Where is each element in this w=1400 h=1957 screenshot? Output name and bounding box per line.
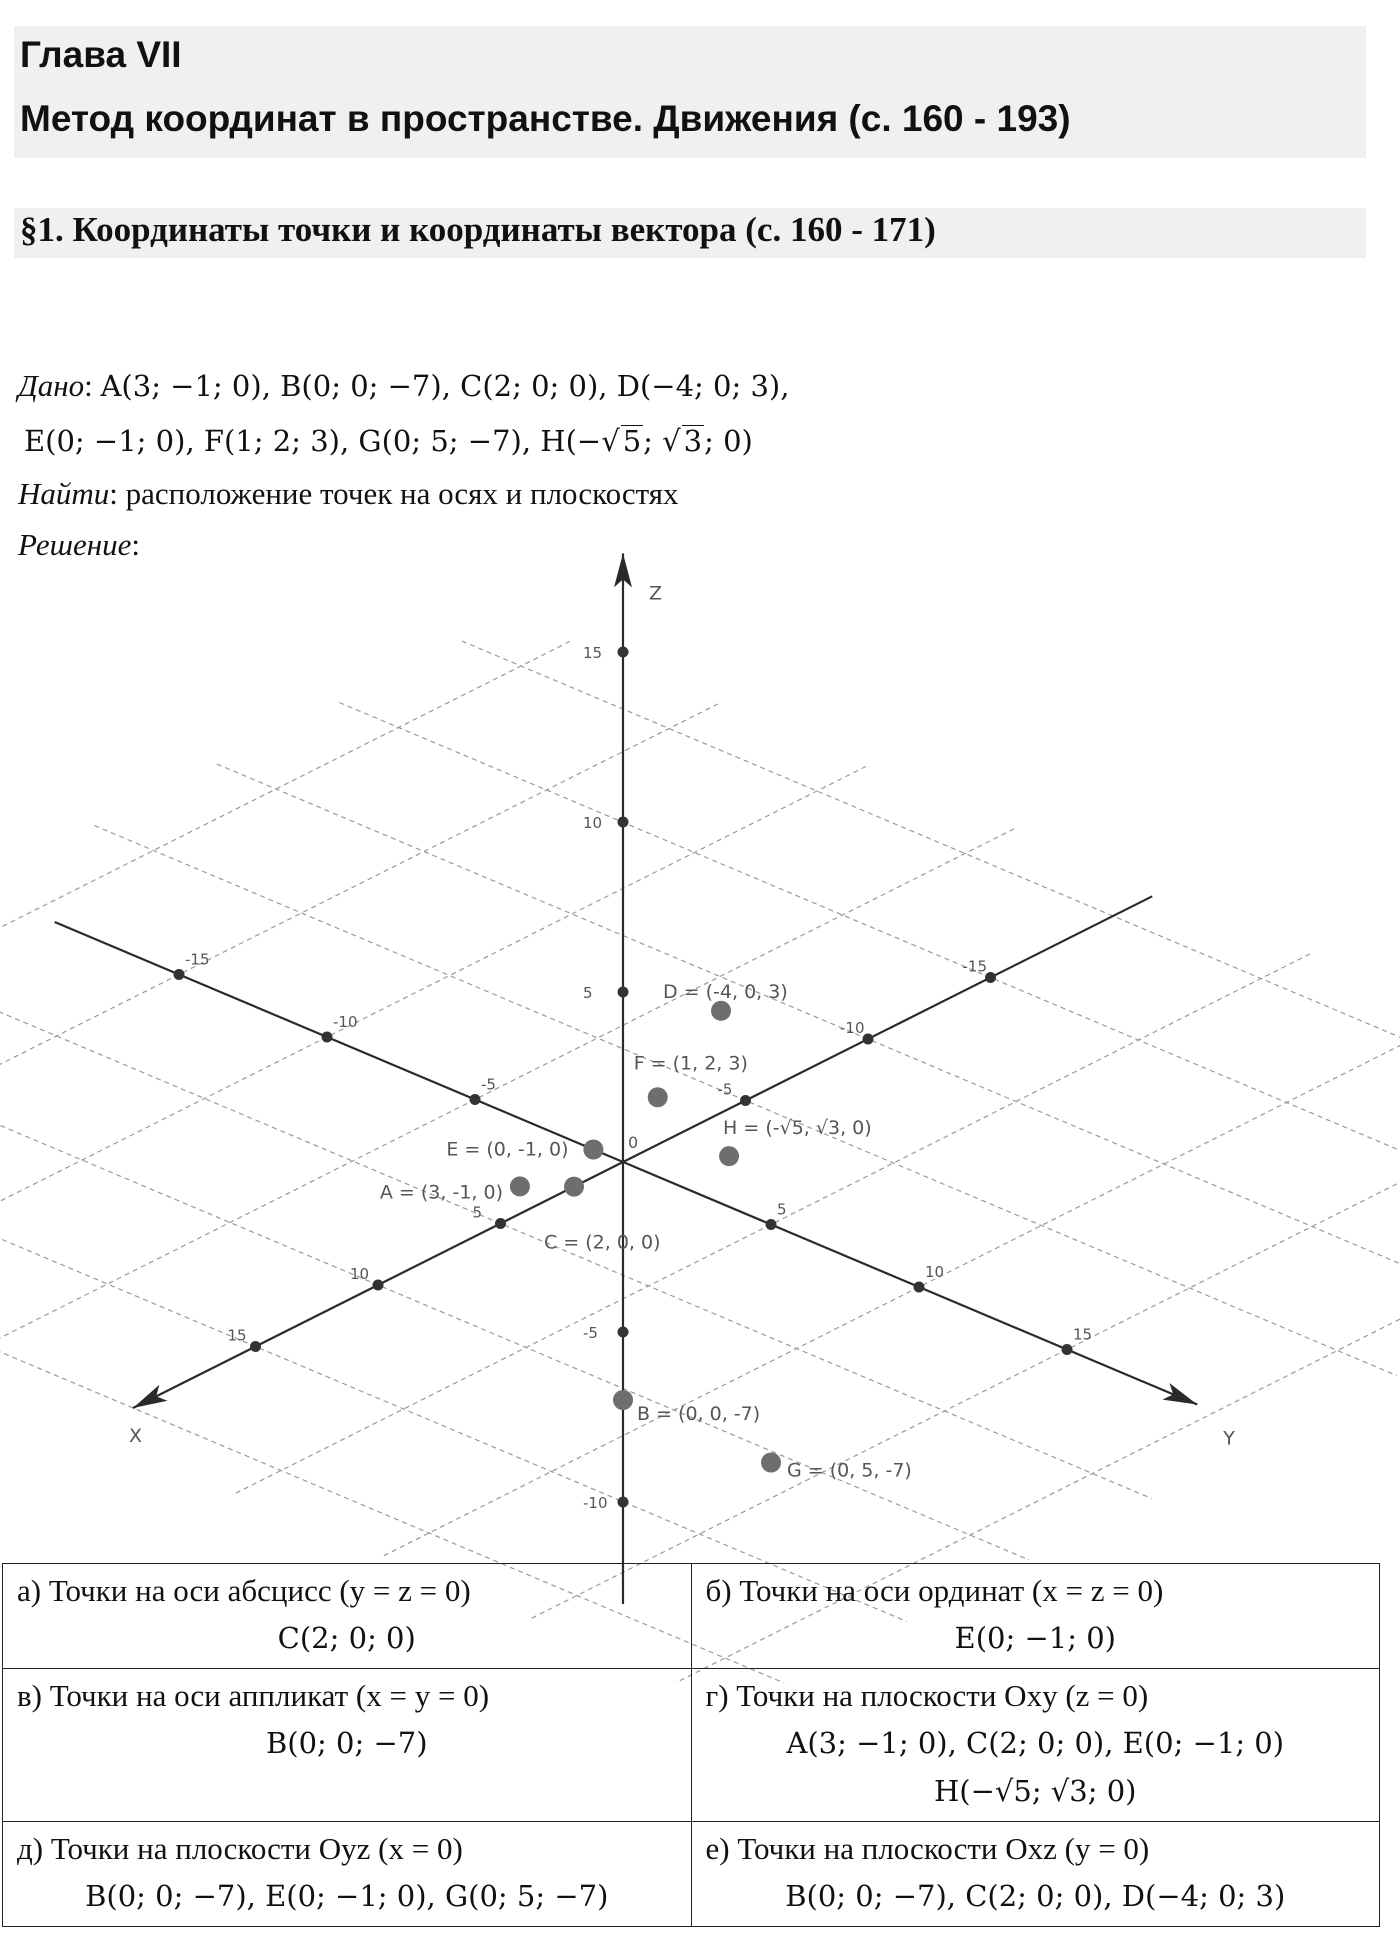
given-point: A(3; −1; 0)	[100, 369, 262, 403]
find-line: Найти: расположение точек на осях и плоскостях	[18, 476, 679, 511]
answer-cell-d	[3, 1822, 692, 1927]
x-tick-label: -15	[962, 957, 987, 976]
answers-table	[2, 1563, 1380, 1927]
answer-points: H(−√5; √3; 0)	[933, 1774, 1137, 1808]
y-axis-tick	[1062, 1344, 1073, 1355]
solution-label: Решение	[18, 527, 132, 562]
y-axis-tick	[470, 1094, 481, 1105]
coordinate-system-3d-diagram	[0, 582, 1400, 1560]
given-point: G(0; 5; −7)	[358, 424, 522, 458]
grid-line	[0, 829, 1014, 1370]
x-axis-tick	[250, 1341, 261, 1352]
answer-heading: д) Точки на плоскости Oyz (x = 0)	[17, 1831, 463, 1866]
answer-points: B(0; 0; −7), E(0; −1; 0), G(0; 5; −7)	[85, 1879, 609, 1913]
grid-line	[462, 641, 1400, 1191]
y-tick-label: 5	[777, 1200, 787, 1219]
x-tick-label: -10	[840, 1019, 865, 1037]
solution-line: Решение:	[18, 527, 140, 562]
x-axis	[133, 896, 1152, 1408]
point-marker	[583, 1140, 603, 1160]
given-line-1: Дано: A(3; −1; 0), B(0; 0; −7), C(2; 0; 0), D(−4; 0; 3),	[18, 368, 790, 403]
x-axis-label: X	[129, 1425, 143, 1447]
grid-line	[0, 641, 570, 1182]
x-tick-label: 10	[350, 1265, 370, 1283]
y-axis-label: Y	[1223, 1427, 1235, 1450]
y-axis-tick	[174, 969, 185, 980]
point-label: H = (-√5, √3, 0)	[723, 1117, 872, 1140]
answers-row	[3, 1564, 1380, 1669]
z-tick-label: 5	[583, 984, 593, 1002]
answer-points: A(3; −1; 0), C(2; 0; 0), E(0; −1; 0)	[786, 1726, 1285, 1760]
x-tick-label: 15	[227, 1326, 247, 1345]
y-tick-label: 15	[1073, 1325, 1093, 1344]
answers-row	[3, 1669, 1380, 1822]
point-label: A = (3, -1, 0)	[379, 1181, 504, 1204]
given-label: Дано	[18, 368, 85, 403]
y-tick-label: -10	[333, 1013, 358, 1031]
y-axis-arrow-icon	[1162, 1383, 1197, 1405]
z-axis-tick	[618, 647, 629, 658]
y-axis-tick	[766, 1219, 777, 1230]
answer-points: C(2; 0; 0)	[277, 1621, 416, 1655]
find-text: расположение точек на осях и плоскостях	[125, 476, 679, 511]
z-axis-tick	[618, 817, 629, 828]
z-tick-label: -5	[583, 1324, 598, 1342]
x-axis-tick	[740, 1095, 751, 1106]
point-label: G = (0, 5, -7)	[787, 1459, 912, 1482]
point-h-open: (−	[565, 424, 602, 458]
answer-cell-b	[691, 1564, 1380, 1669]
point-marker	[719, 1146, 739, 1166]
given-point: D(−4; 0; 3)	[616, 369, 781, 403]
y-axis-tick	[914, 1282, 925, 1293]
point-h-name: H	[540, 424, 566, 458]
answer-cell-g	[691, 1669, 1380, 1822]
grid-line	[0, 949, 1152, 1499]
section-title: §1. Координаты точки и координаты вектора (с. 160 - 171)	[20, 210, 936, 249]
point-marker	[564, 1177, 584, 1197]
answer-points: B(0; 0; −7)	[265, 1726, 428, 1760]
point-marker	[761, 1453, 781, 1473]
x-axis-tick	[373, 1280, 384, 1291]
x-axis-tick	[495, 1218, 506, 1229]
given-points-1: A(3; −1; 0), B(0; 0; −7), C(2; 0; 0), D(−4; 0; 3),	[100, 369, 790, 403]
given-point-h: H(−√ 5; √ 3; 0)	[540, 424, 753, 458]
point-label: B = (0, 0, -7)	[637, 1403, 761, 1425]
given-point: E(0; −1; 0)	[24, 424, 186, 458]
chapter-title: Глава VII	[20, 34, 182, 75]
given-point: F(1; 2; 3)	[203, 424, 340, 458]
x-tick-label: -5	[717, 1080, 733, 1099]
answer-heading: е) Точки на плоскости Oxz (y = 0)	[705, 1831, 1150, 1866]
given-point: C(2; 0; 0)	[460, 369, 599, 403]
point-h-radicand-2: 3	[683, 424, 703, 458]
z-tick-label: -10	[583, 1494, 608, 1512]
axes	[55, 553, 1198, 1604]
z-axis-tick	[618, 987, 629, 998]
x-axis-arrow-icon	[133, 1385, 167, 1408]
answer-cell-a	[3, 1564, 692, 1669]
point-h-separator: ;	[643, 424, 663, 458]
y-tick-label: -15	[185, 950, 210, 969]
given-point: B(0; 0; −7)	[280, 369, 442, 403]
grid-lines	[0, 641, 1400, 1683]
point-h-radicand-1: 5	[622, 424, 642, 458]
answer-heading: в) Точки на оси аппликат (x = y = 0)	[17, 1678, 490, 1713]
point-label: C = (2, 0, 0)	[544, 1231, 661, 1254]
grid-line	[339, 703, 1400, 1253]
z-axis-label: Z	[649, 582, 663, 605]
point-label: E = (0, -1, 0)	[446, 1138, 569, 1161]
y-tick-label: 10	[925, 1263, 945, 1281]
z-tick-label: 10	[583, 814, 603, 832]
given-line-2	[24, 423, 753, 459]
point-label: D = (-4, 0, 3)	[663, 980, 788, 1003]
chapter-subtitle: Метод координат в пространстве. Движения (с. 160 - 193)	[20, 98, 1071, 139]
origin-label: 0	[628, 1133, 639, 1152]
y-axis-tick	[322, 1032, 333, 1043]
answer-cell-v	[3, 1669, 692, 1822]
z-tick-label: 15	[583, 644, 603, 662]
answers-row	[3, 1822, 1380, 1927]
given-points-2: E(0; −1; 0), F(1; 2; 3), G(0; 5; −7), H(−√ 5; √ 3; 0)	[24, 424, 753, 458]
point-marker	[711, 1001, 731, 1021]
grid-line	[217, 764, 1400, 1314]
answer-points: B(0; 0; −7), C(2; 0; 0), D(−4; 0; 3)	[785, 1879, 1286, 1913]
answer-heading: б) Точки на оси ординат (x = z = 0)	[705, 1573, 1164, 1608]
point-marker	[613, 1390, 633, 1410]
answer-points: E(0; −1; 0)	[954, 1621, 1116, 1655]
answer-heading: а) Точки на оси абсцисс (y = z = 0)	[17, 1573, 471, 1608]
grid-line	[528, 1079, 1400, 1620]
y-tick-label: -5	[481, 1075, 496, 1094]
point-h-close: ; 0)	[704, 424, 753, 458]
answer-heading: г) Точки на плоскости Oxy (z = 0)	[705, 1678, 1149, 1713]
point-label: F = (1, 2, 3)	[633, 1052, 748, 1075]
answer-cell-e	[691, 1822, 1380, 1927]
z-axis-tick	[618, 1497, 629, 1508]
point-marker	[648, 1087, 668, 1107]
z-axis-tick	[618, 1327, 629, 1338]
find-label: Найти	[18, 476, 110, 511]
x-tick-label: 5	[472, 1203, 483, 1222]
point-marker	[510, 1176, 530, 1196]
